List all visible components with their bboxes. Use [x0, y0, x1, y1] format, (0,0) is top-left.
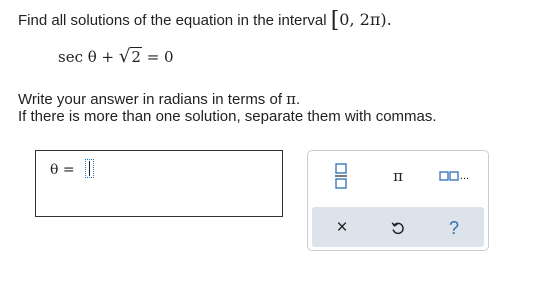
- answer-variable: θ: [50, 162, 59, 178]
- answer-row[interactable]: [50, 159, 94, 178]
- answer-input[interactable]: [85, 159, 94, 178]
- answer-equals: =: [62, 162, 75, 178]
- clear-icon: ×: [336, 217, 348, 238]
- undo-button[interactable]: [384, 215, 412, 241]
- clear-button[interactable]: [328, 215, 356, 241]
- question-text: [18, 10, 392, 31]
- list-icon: [439, 170, 459, 182]
- undo-icon: [391, 221, 405, 235]
- equation-rhs: = 0: [141, 48, 174, 66]
- instruction-line-1-prefix: Write your answer in radians in terms of: [18, 91, 287, 108]
- equation-radicand: 2: [131, 48, 141, 66]
- help-button[interactable]: [440, 215, 468, 241]
- instruction-line-1-suffix: .: [296, 91, 301, 108]
- answer-box[interactable]: [35, 150, 283, 217]
- math-keypad: [307, 150, 489, 251]
- question-prefix: Find all solutions of the equation in the interval: [18, 12, 327, 29]
- interval-close: ).: [380, 10, 392, 29]
- fraction-icon: [335, 162, 347, 190]
- equation: [58, 46, 174, 68]
- interval-body: 0, 2π: [339, 10, 381, 29]
- instruction-line-2: If there is more than one solution, separate them with commas.: [18, 108, 437, 125]
- pi-button[interactable]: [386, 163, 410, 189]
- help-icon: ?: [448, 217, 459, 238]
- instruction-pi: π: [286, 90, 297, 108]
- interval-open-bracket: [: [330, 8, 340, 33]
- fraction-button[interactable]: [330, 159, 352, 193]
- list-ellipsis: ...: [459, 170, 470, 182]
- sqrt-icon: √: [118, 46, 131, 67]
- pi-icon: π: [393, 167, 403, 185]
- equation-lhs: sec θ +: [58, 48, 119, 66]
- list-button[interactable]: [432, 165, 476, 187]
